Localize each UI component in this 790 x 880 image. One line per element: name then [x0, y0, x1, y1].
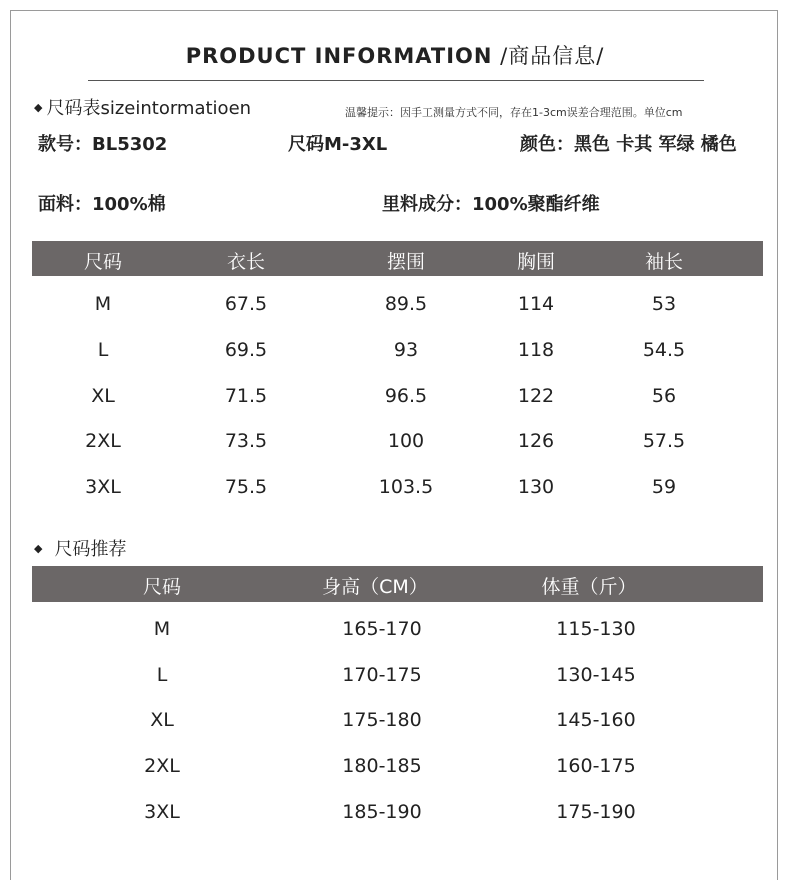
table-cell: 69.5	[224, 339, 268, 361]
table-cell: 145-160	[556, 709, 636, 731]
diamond-bullet-icon: ◆	[34, 542, 43, 555]
table-cell: 175-180	[342, 709, 422, 731]
table-cell: L	[97, 339, 109, 361]
table-cell: 160-175	[556, 755, 636, 777]
table-cell: 180-185	[342, 755, 422, 777]
table-cell: 170-175	[342, 664, 422, 686]
table-cell: 96.5	[384, 385, 428, 407]
table-cell: L	[156, 664, 168, 686]
table-cell: 67.5	[224, 293, 268, 315]
size-table-header-cell: 胸围	[516, 251, 556, 273]
size-table-header-cell: 摆围	[386, 251, 426, 273]
size-table-header	[32, 241, 763, 276]
table-cell: 100	[387, 430, 425, 452]
table-cell: 2XL	[85, 430, 121, 452]
table-cell: 71.5	[224, 385, 268, 407]
table-cell: M	[94, 293, 112, 315]
title-cn: /商品信息/	[492, 44, 605, 68]
table-cell: 122	[517, 385, 555, 407]
table-cell: 3XL	[144, 801, 180, 823]
size-table-header-cell: 衣长	[226, 251, 266, 273]
table-cell: 57.5	[642, 430, 686, 452]
recommend-section-heading-text: 尺码推荐	[54, 539, 127, 560]
color-options: 颜色：黑色 卡其 军绿 橘色	[520, 134, 737, 155]
table-cell: 53	[651, 293, 677, 315]
size-range: 尺码M-3XL	[288, 134, 388, 155]
table-cell: 3XL	[85, 476, 121, 498]
table-cell: 75.5	[224, 476, 268, 498]
table-cell: 126	[517, 430, 555, 452]
style-number: 款号：BL5302	[38, 134, 168, 155]
size-table-header-cell: 袖长	[644, 251, 684, 273]
table-cell: XL	[150, 709, 174, 731]
diamond-bullet-icon: ◆	[34, 101, 43, 114]
table-cell: 2XL	[144, 755, 180, 777]
table-cell: 93	[393, 339, 419, 361]
recommend-table-header-cell: 体重（斤）	[541, 576, 637, 598]
table-cell: 73.5	[224, 430, 268, 452]
table-cell: 115-130	[556, 618, 636, 640]
lining-info: 里料成分：100%聚酯纤维	[382, 194, 600, 215]
recommend-table-header	[32, 566, 763, 602]
table-cell: 54.5	[642, 339, 686, 361]
table-cell: 185-190	[342, 801, 422, 823]
recommend-section-heading	[34, 535, 126, 561]
fabric-info: 面料：100%棉	[38, 194, 166, 215]
table-cell: XL	[91, 385, 115, 407]
table-cell: 103.5	[378, 476, 434, 498]
table-cell: 56	[651, 385, 677, 407]
table-cell: 130-145	[556, 664, 636, 686]
size-table-header-cell: 尺码	[83, 251, 123, 273]
table-cell: 175-190	[556, 801, 636, 823]
size-section-heading-text: 尺码表sizeintormatioen	[46, 98, 252, 119]
table-cell: 130	[517, 476, 555, 498]
title-divider	[88, 80, 704, 81]
title-en: PRODUCT INFORMATION	[185, 44, 493, 68]
table-cell: 165-170	[342, 618, 422, 640]
page-title	[0, 40, 790, 70]
recommend-table-header-cell: 身高（CM）	[322, 576, 428, 598]
table-cell: 89.5	[384, 293, 428, 315]
measurement-note: 温馨提示：因手工测量方式不同，存在1-3cm误差合理范围。单位cm	[345, 106, 683, 119]
recommend-table-header-cell: 尺码	[142, 576, 182, 598]
table-cell: 59	[651, 476, 677, 498]
table-cell: 114	[517, 293, 555, 315]
table-cell: 118	[517, 339, 555, 361]
size-section-heading	[34, 94, 251, 120]
table-cell: M	[153, 618, 171, 640]
